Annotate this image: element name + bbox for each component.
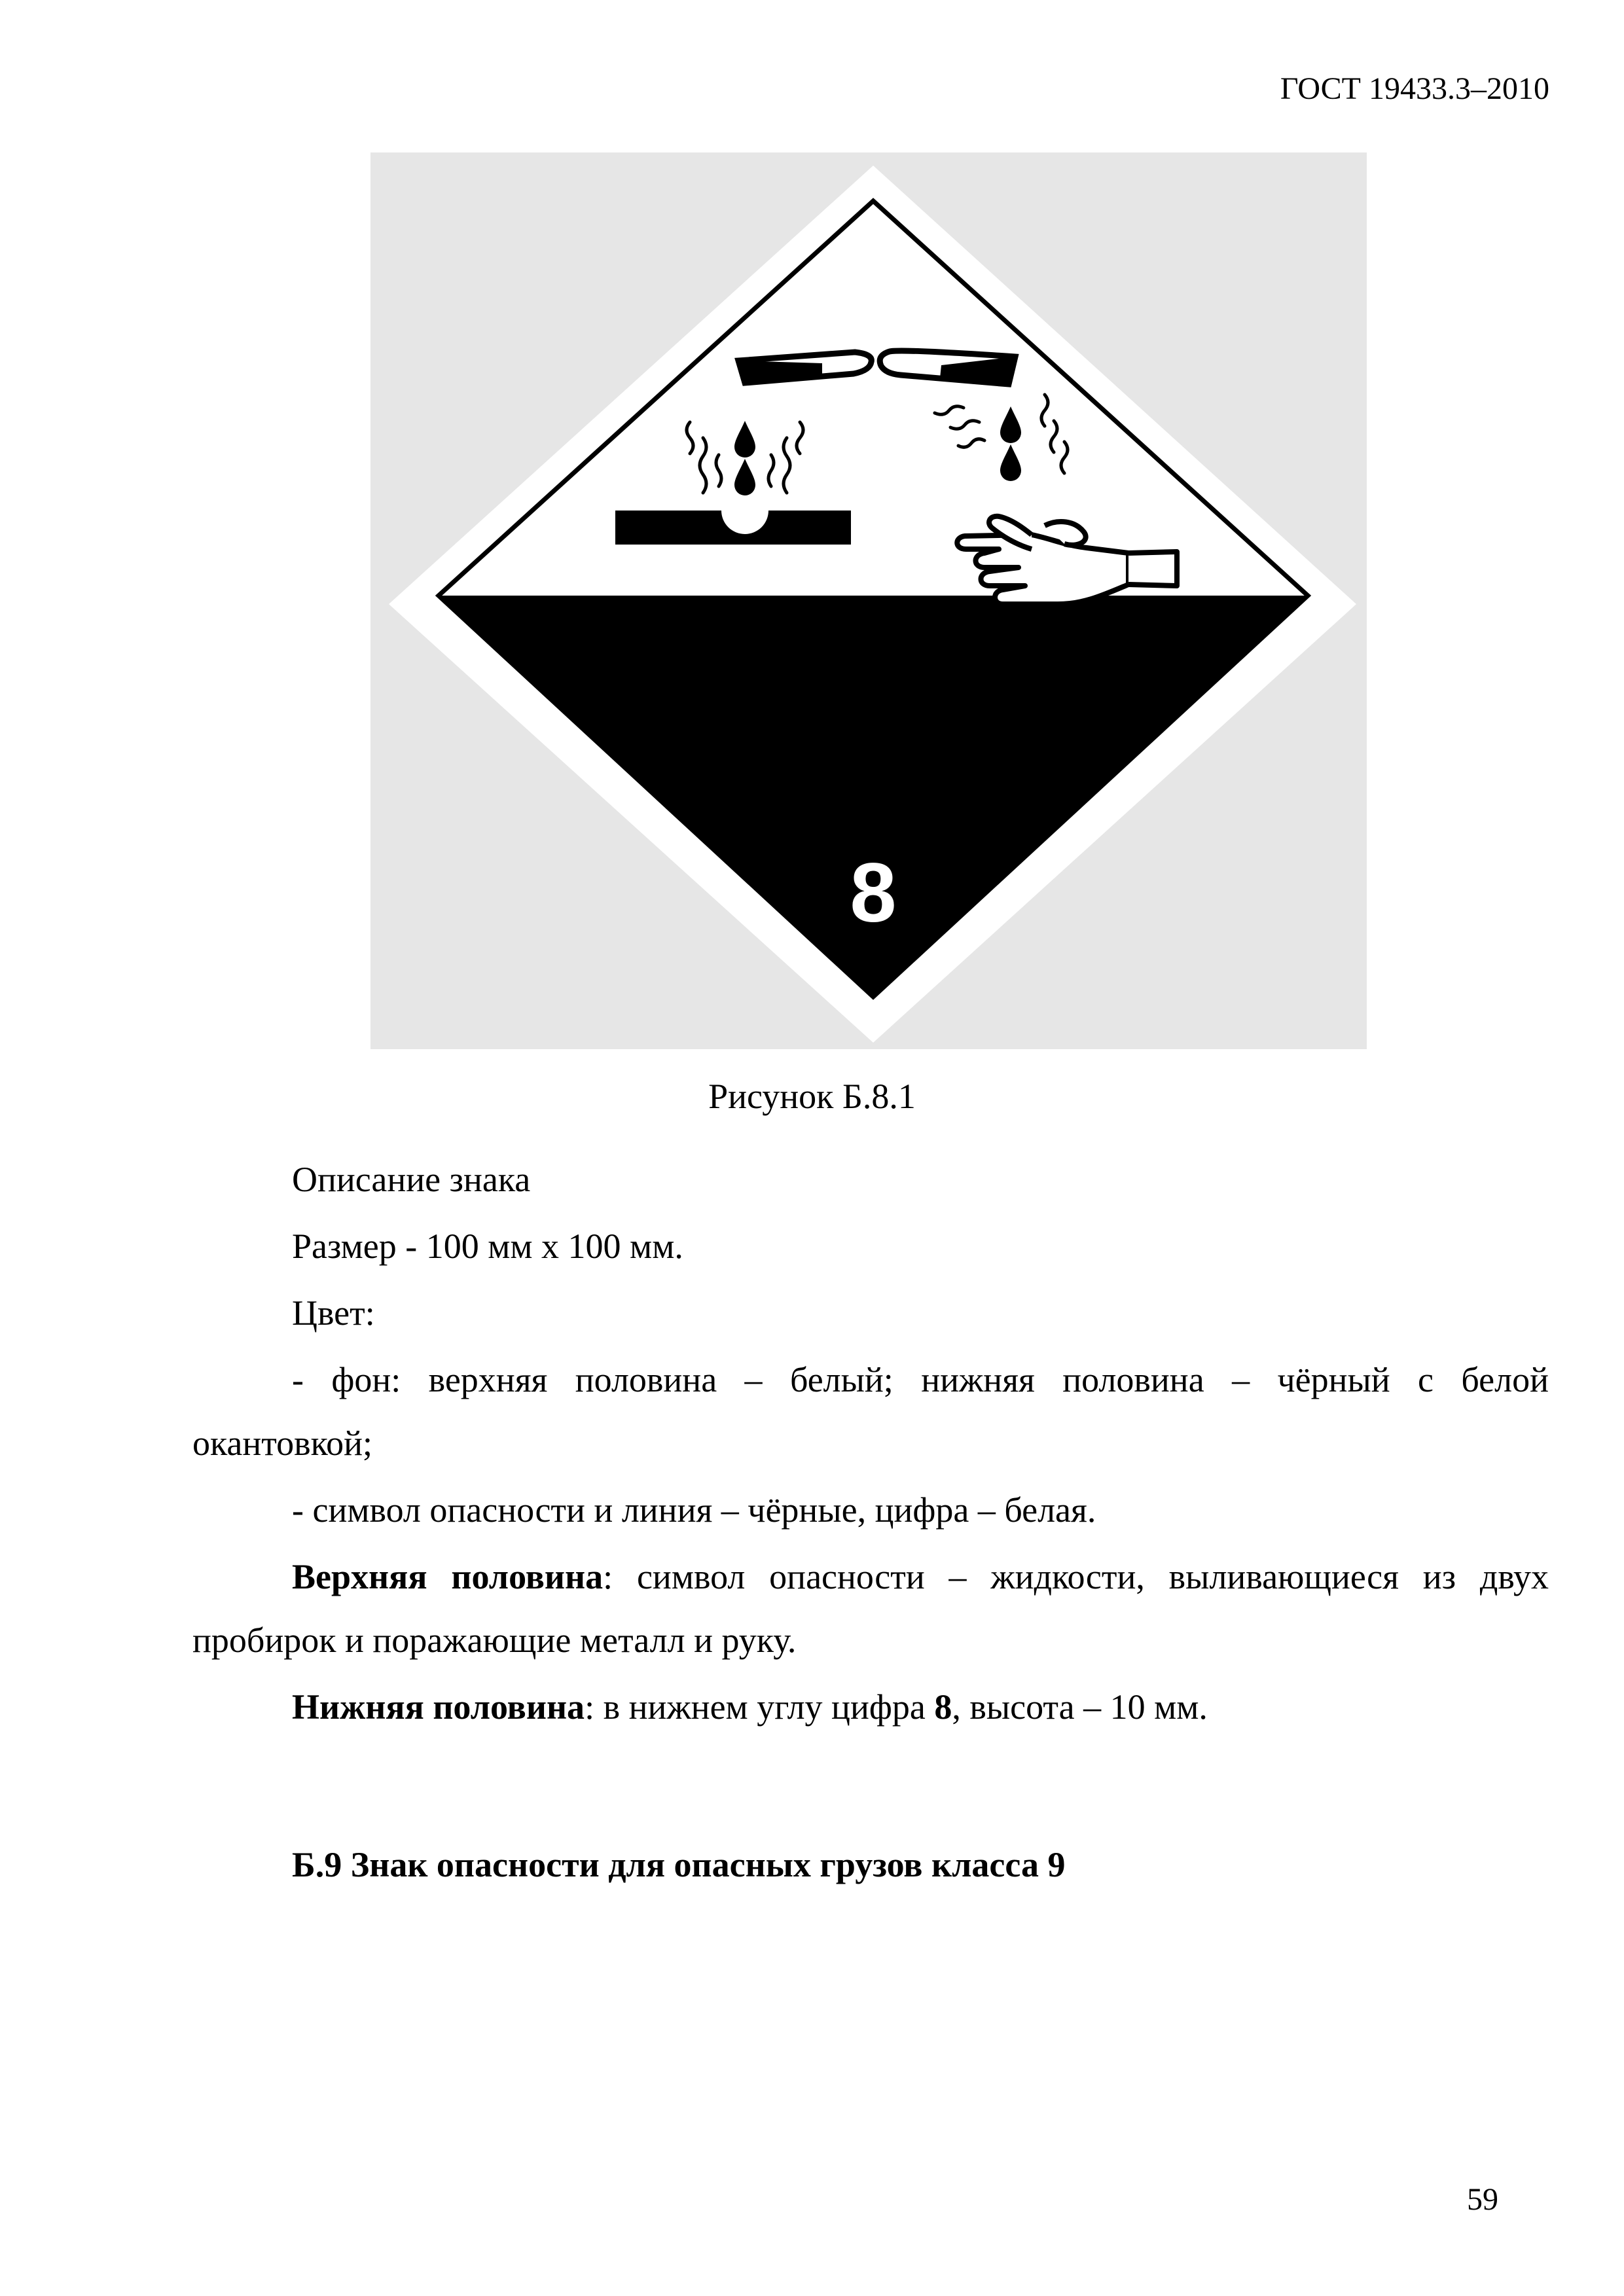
background-color-continuation: окантовкой; [192, 1424, 373, 1463]
figure-caption: Рисунок Б.8.1 [708, 1077, 916, 1116]
lower-half-label: Нижняя половина [292, 1687, 585, 1727]
sign-description-heading: Описание знака [292, 1160, 531, 1199]
lower-half-text-end: , высота – 10 мм. [952, 1687, 1208, 1727]
upper-half-paragraph [292, 1559, 1549, 1594]
hazard-sign-figure [370, 152, 1367, 1049]
upper-half-label: Верхняя половина [292, 1557, 604, 1596]
background-color-line: - фон: верхняя половина – белый; нижняя половина – чёрный с белой [292, 1360, 1549, 1399]
page-number: 59 [1467, 2182, 1498, 2217]
section-heading: Б.9 Знак опасности для опасных грузов класса 9 [292, 1845, 1066, 1884]
class-number: 8 [850, 846, 897, 940]
lower-half-paragraph [292, 1689, 1208, 1725]
symbol-color-line: - символ опасности и линия – чёрные, цифра – белая. [292, 1490, 1096, 1530]
document-header: ГОСТ 19433.3–2010 [1280, 71, 1549, 106]
size-line: Размер - 100 мм х 100 мм. [292, 1227, 683, 1266]
color-heading: Цвет: [292, 1293, 375, 1333]
upper-half-text: : символ опасности – жидкости, выливающиеся из двух [603, 1557, 1549, 1596]
lower-half-text: : в нижнем углу цифра [585, 1687, 935, 1727]
lower-half-digit: 8 [934, 1687, 952, 1727]
upper-half-continuation: пробирок и поражающие металл и руку. [192, 1621, 797, 1660]
class-8-corrosive-sign [370, 152, 1367, 1049]
